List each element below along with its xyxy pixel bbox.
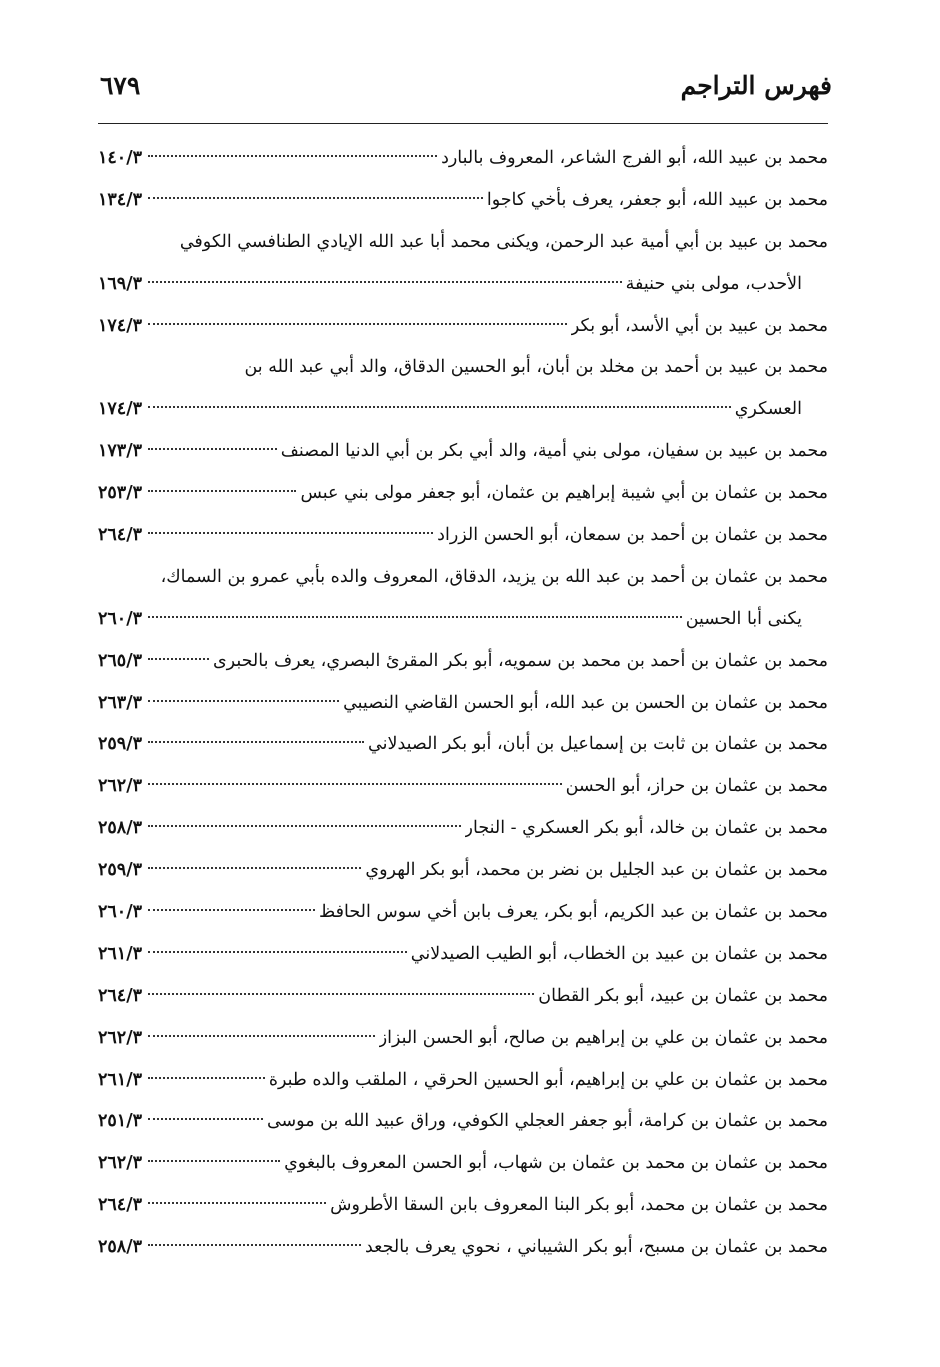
index-entry (98, 138, 828, 180)
entry-name: محمد بن عثمان بن خالد، أبو بكر العسكري - النجار (464, 818, 828, 839)
dot-leader (148, 741, 364, 743)
index-entry (98, 766, 828, 808)
index-entry (98, 850, 828, 892)
dot-leader (148, 1077, 265, 1079)
volume-page-reference: ١٦٩/٣ (98, 273, 142, 294)
dot-leader (148, 616, 682, 618)
index-entry (98, 473, 828, 515)
entry-name: محمد بن عثمان بن مسبح، أبو بكر الشيباني ، نحوي يعرف بالجعد (364, 1237, 828, 1258)
index-entry (98, 976, 828, 1018)
index-entry (98, 1227, 828, 1269)
volume-page-reference: ١٧٣/٣ (98, 441, 142, 462)
volume-page-reference: ٢٦٢/٣ (98, 1153, 142, 1174)
volume-page-reference: ٢٥٩/٣ (98, 734, 142, 755)
volume-page-reference: ٢٦٣/٣ (98, 692, 142, 713)
volume-page-reference: ٢٦١/٣ (98, 943, 142, 964)
index-entry (98, 683, 828, 725)
entry-name: العسكري (734, 399, 802, 420)
entry-name: محمد بن عثمان بن حراز، أبو الحسن (565, 776, 828, 797)
volume-page-reference: ١٤٠/٣ (98, 148, 142, 168)
header-rule (98, 123, 828, 124)
entry-name: محمد بن عثمان بن علي بن إبراهيم بن صالح، أبو الحسن البزاز (378, 1027, 828, 1048)
dot-leader (148, 700, 339, 702)
entry-name: محمد بن عبيد بن أحمد بن مخلد بن أبان، أبو الحسين الدقاق، والد أبي عبد الله بن (244, 357, 828, 378)
index-entry (98, 431, 828, 473)
dot-leader (148, 1160, 280, 1162)
volume-page-reference: ٢٦٤/٣ (98, 1195, 142, 1216)
dot-leader (148, 448, 277, 450)
index-entry (98, 934, 828, 976)
entry-name: محمد بن عثمان بن محمد، أبو بكر البنا المعروف بابن السقا الأطروش (330, 1195, 828, 1216)
dot-leader (148, 909, 315, 911)
volume-page-reference: ٢٦٢/٣ (98, 1027, 142, 1048)
index-entry (98, 347, 828, 389)
entry-name: محمد بن عثمان بن ثابت بن إسماعيل بن أبان، أبو بكر الصيدلاني (368, 734, 828, 755)
dot-leader (148, 155, 437, 157)
volume-page-reference: ٢٥٩/٣ (98, 860, 142, 881)
volume-page-reference: ٢٥٣/٣ (98, 483, 142, 504)
entry-name: محمد بن عثمان بن أحمد بن سمعان، أبو الحسن الزراد (437, 525, 828, 546)
entry-name: محمد بن عثمان بن أبي شيبة إبراهيم بن عثمان، أبو جعفر مولى بني عبس (300, 483, 828, 504)
entry-name: محمد بن عثمان بن أحمد بن عبد الله بن يزيد، الدقاق، المعروف والده بأبي عمرو بن السماك، (160, 566, 828, 587)
entry-name: محمد بن عثمان بن عبيد، أبو بكر القطان (538, 985, 828, 1006)
index-entry (98, 724, 828, 766)
dot-leader (148, 1035, 375, 1037)
index-entry (98, 1060, 828, 1102)
page-number: ٦٧٩ (100, 71, 141, 100)
dot-leader (148, 783, 562, 785)
entry-name: محمد بن عثمان بن كرامة، أبو جعفر العجلي الكوفي، وراق عبيد الله بن موسى (266, 1111, 828, 1132)
volume-page-reference: ٢٦٥/٣ (98, 650, 142, 671)
entry-name: محمد بن عبيد بن أبي أمية عبد الرحمن، ويكنى محمد أبا عبد الله الإيادي الطنافسي الكوفي (179, 231, 828, 252)
dot-leader (148, 406, 731, 408)
entry-name: محمد بن عبيد بن سفيان، مولى بني أمية، والد أبي بكر بن أبي الدنيا المصنف (280, 441, 828, 462)
entry-name: محمد بن عبيد الله، أبو جعفر، يعرف بأخي كاجوا (486, 189, 828, 210)
dot-leader (148, 490, 296, 492)
running-header-title: فهرس التراجم (680, 71, 832, 100)
entry-name: محمد بن عثمان بن محمد بن عثمان بن شهاب، أبو الحسن المعروف بالبغوي (284, 1153, 828, 1174)
index-entry (98, 557, 828, 599)
entry-name: محمد بن عبيد بن أبي الأسد، أبو بكر (570, 315, 828, 336)
index-entry (98, 515, 828, 557)
index-entry-continuation (98, 599, 828, 641)
dot-leader (148, 993, 534, 995)
index-entry (98, 1018, 828, 1060)
entry-name: محمد بن عثمان بن عبد الجليل بن نضر بن محمد، أبو بكر الهروي (365, 860, 828, 881)
index-entry-continuation (98, 264, 828, 306)
entry-name: محمد بن عثمان بن عبد الكريم، أبو بكر، يعرف بابن أخي سوس الحافظ (319, 902, 828, 923)
index-entry (98, 306, 828, 348)
dot-leader (148, 951, 407, 953)
index-entry (98, 222, 828, 264)
volume-page-reference: ١٧٤/٣ (98, 315, 142, 336)
volume-page-reference: ٢٥٨/٣ (98, 1237, 142, 1258)
dot-leader (148, 1202, 326, 1204)
entry-name: محمد بن عبيد الله، أبو الفرج الشاعر، المعروف بالبارد (441, 148, 828, 168)
index-entries-list (98, 138, 828, 1269)
volume-page-reference: ٢٦٤/٣ (98, 525, 142, 546)
index-entry (98, 180, 828, 222)
volume-page-reference: ١٣٤/٣ (98, 189, 142, 210)
index-entry (98, 1101, 828, 1143)
index-entry (98, 1143, 828, 1185)
entry-name: يكنى أبا الحسين (685, 608, 802, 629)
dot-leader (148, 825, 461, 827)
index-entry (98, 1185, 828, 1227)
volume-page-reference: ٢٦٠/٣ (98, 608, 142, 629)
dot-leader (148, 197, 483, 199)
entry-name: محمد بن عثمان بن الحسن بن عبد الله، أبو الحسن القاضي النصيبي (343, 692, 828, 713)
index-entry (98, 641, 828, 683)
volume-page-reference: ٢٥٨/٣ (98, 818, 142, 839)
volume-page-reference: ٢٦٤/٣ (98, 985, 142, 1006)
volume-page-reference: ٢٦١/٣ (98, 1069, 142, 1090)
entry-name: محمد بن عثمان بن أحمد بن محمد بن سمويه، أبو بكر المقرئ البصري، يعرف بالحبرى (212, 650, 828, 671)
volume-page-reference: ٢٥١/٣ (98, 1111, 142, 1132)
dot-leader (148, 1244, 361, 1246)
dot-leader (148, 323, 567, 325)
entry-name: محمد بن عثمان بن عبيد بن الخطاب، أبو الطيب الصيدلاني (410, 943, 828, 964)
index-entry-continuation (98, 389, 828, 431)
entry-name: محمد بن عثمان بن علي بن إبراهيم، أبو الحسين الحرقي ، الملقب والده طبرة (268, 1069, 828, 1090)
dot-leader (148, 532, 433, 534)
entry-name: الأحدب، مولى بني حنيفة (625, 273, 802, 294)
index-entry (98, 808, 828, 850)
index-entry (98, 892, 828, 934)
dot-leader (148, 867, 361, 869)
dot-leader (148, 281, 622, 283)
volume-page-reference: ١٧٤/٣ (98, 399, 142, 420)
volume-page-reference: ٢٦٠/٣ (98, 902, 142, 923)
volume-page-reference: ٢٦٢/٣ (98, 776, 142, 797)
dot-leader (148, 1118, 263, 1120)
dot-leader (148, 658, 209, 660)
